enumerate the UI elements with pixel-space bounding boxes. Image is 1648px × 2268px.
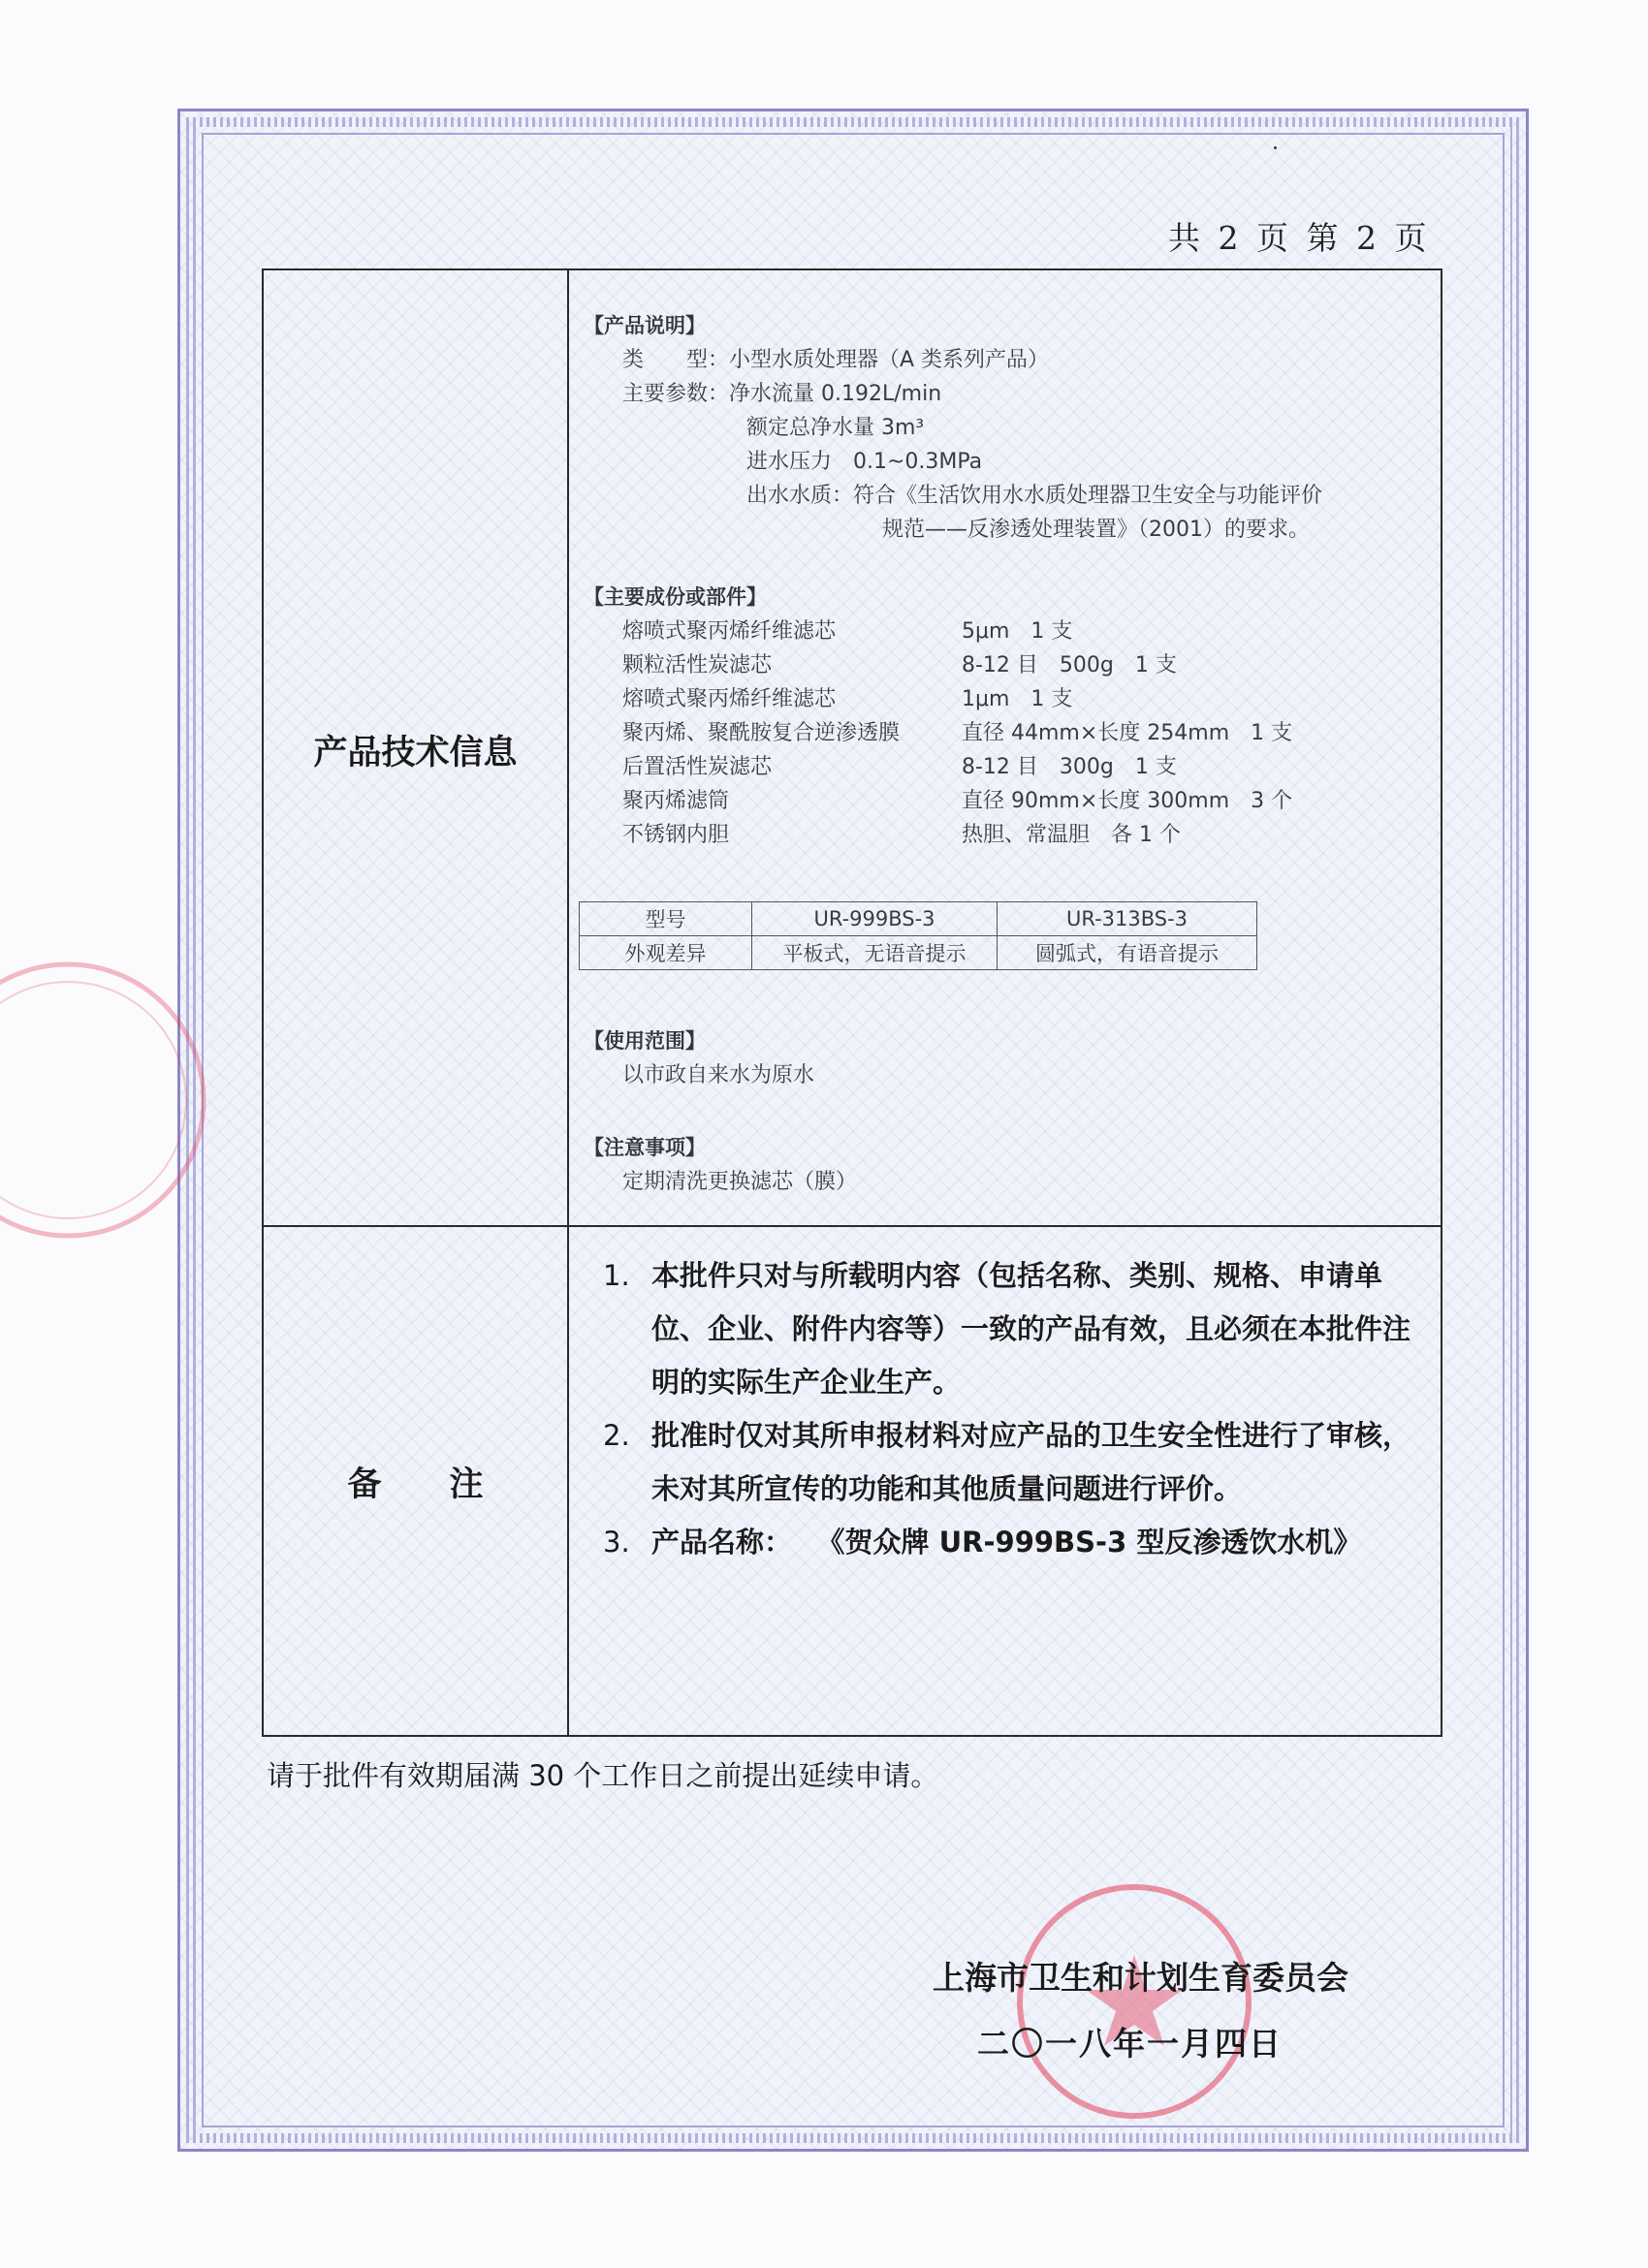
- param-quality-line: [584, 479, 1417, 513]
- component-spec: 5μm 1 支: [962, 619, 1073, 644]
- component-spec: 8-12 目 500g 1 支: [962, 653, 1177, 677]
- remark-number: 1.: [603, 1259, 630, 1292]
- remark-text: 本批件只对与所载明内容（包括名称、类别、规格、申请单位、企业、附件内容等）一致的产品有效，且必须在本批件注明的实际生产企业生产。: [651, 1259, 1411, 1399]
- component-spec: 1μm 1 支: [962, 687, 1073, 711]
- remarks-content: [584, 1249, 1427, 1569]
- component-spec: 热胆、常温胆 各 1 个: [962, 823, 1181, 847]
- remarks-label: 备 注: [347, 1465, 484, 1504]
- component-row: [584, 750, 1417, 784]
- param-quality-1: 符合《生活饮用水水质处理器卫生安全与功能评价: [853, 484, 1323, 508]
- issuer-name: 上海市卫生和计划生育委员会: [933, 1959, 1348, 1997]
- column-divider: [567, 270, 569, 1735]
- component-row: [584, 716, 1417, 750]
- param-pressure: 进水压力 0.1~0.3MPa: [746, 450, 983, 474]
- component-row: [584, 784, 1417, 818]
- appearance-diff-table: [579, 901, 1257, 970]
- remark-text: 批准时仅对其所申报材料对应产品的卫生安全性进行了审核，未对其所宣传的功能和其他质量问题进行评价。: [651, 1419, 1411, 1505]
- components-list: [584, 614, 1417, 852]
- component-name: 颗粒活性炭滤芯: [622, 653, 773, 677]
- components-heading: 【主要成份或部件】: [584, 585, 767, 609]
- partial-seal-icon: [0, 945, 223, 1255]
- table-cell: 圆弧式，有语音提示: [998, 936, 1257, 970]
- component-name: 聚丙烯滤筒: [622, 789, 730, 813]
- table-cell: UR-313BS-3: [998, 902, 1257, 936]
- remark-number: 2.: [603, 1419, 630, 1452]
- remark-item-product: [584, 1516, 1427, 1569]
- tech-info-label: 产品技术信息: [313, 734, 518, 772]
- caution-text: 定期清洗更换滤芯（膜）: [622, 1170, 858, 1194]
- partial-seal-ring: [0, 964, 204, 1236]
- info-table: [262, 268, 1442, 1737]
- component-row: [584, 818, 1417, 852]
- type-value: 小型水质处理器（A 类系列产品）: [729, 348, 1050, 372]
- component-row: [584, 648, 1417, 682]
- remark-item: [584, 1409, 1427, 1516]
- component-name: 熔喷式聚丙烯纤维滤芯: [622, 687, 837, 711]
- table-cell: 型号: [580, 902, 752, 936]
- issue-date: 二〇一八年一月四日: [977, 2025, 1283, 2063]
- param-quality-2: 规范——反渗透处理装置》（2001）的要求。: [882, 518, 1310, 542]
- product-name-value: 《贺众牌 UR-999BS-3 型反渗透饮水机》: [831, 1526, 1362, 1559]
- scope-text: 以市政自来水为原水: [622, 1063, 815, 1087]
- type-label: 类 型：: [622, 348, 730, 372]
- table-row: [580, 902, 1257, 936]
- component-name: 聚丙烯、聚酰胺复合逆渗透膜: [622, 721, 901, 745]
- caution-heading: 【注意事项】: [584, 1136, 706, 1159]
- component-row: [584, 682, 1417, 716]
- scope-heading: 【使用范围】: [584, 1029, 706, 1053]
- product-name-label: 产品名称：: [651, 1526, 793, 1559]
- desc-heading: 【产品说明】: [584, 314, 706, 337]
- component-spec: 8-12 目 300g 1 支: [962, 755, 1177, 779]
- renewal-note: 请于批件有效期届满 30 个工作日之前提出延续申请。: [267, 1759, 939, 1792]
- component-spec: 直径 44mm×长度 254mm 1 支: [962, 721, 1293, 745]
- remark-number: 3.: [603, 1526, 630, 1559]
- official-seal-icon: [1008, 1875, 1260, 2127]
- component-name: 熔喷式聚丙烯纤维滤芯: [622, 619, 837, 644]
- tech-info-content: [584, 309, 1417, 852]
- param-quality-label: 出水水质：: [746, 484, 854, 508]
- params-line: [584, 377, 1417, 411]
- param-flow: 净水流量 0.192L/min: [729, 382, 942, 406]
- table-cell: UR-999BS-3: [752, 902, 998, 936]
- remark-item: [584, 1249, 1427, 1409]
- table-cell: 平板式，无语音提示: [752, 936, 998, 970]
- component-spec: 直径 90mm×长度 300mm 3 个: [962, 789, 1293, 813]
- partial-seal-inner-ring: [0, 982, 186, 1218]
- page-counter: 共 2 页 第 2 页: [1168, 219, 1431, 257]
- row-divider: [264, 1225, 1441, 1227]
- component-name: 后置活性炭滤芯: [622, 755, 773, 779]
- ink-speck: [1274, 146, 1277, 149]
- param-total: 额定总净水量 3m³: [746, 416, 925, 440]
- table-cell: 外观差异: [580, 936, 752, 970]
- type-line: [584, 343, 1417, 377]
- component-name: 不锈钢内胆: [622, 823, 730, 847]
- table-row: [580, 936, 1257, 970]
- scope-caution-content: [584, 1024, 1417, 1199]
- component-row: [584, 614, 1417, 648]
- params-label: 主要参数：: [622, 382, 730, 406]
